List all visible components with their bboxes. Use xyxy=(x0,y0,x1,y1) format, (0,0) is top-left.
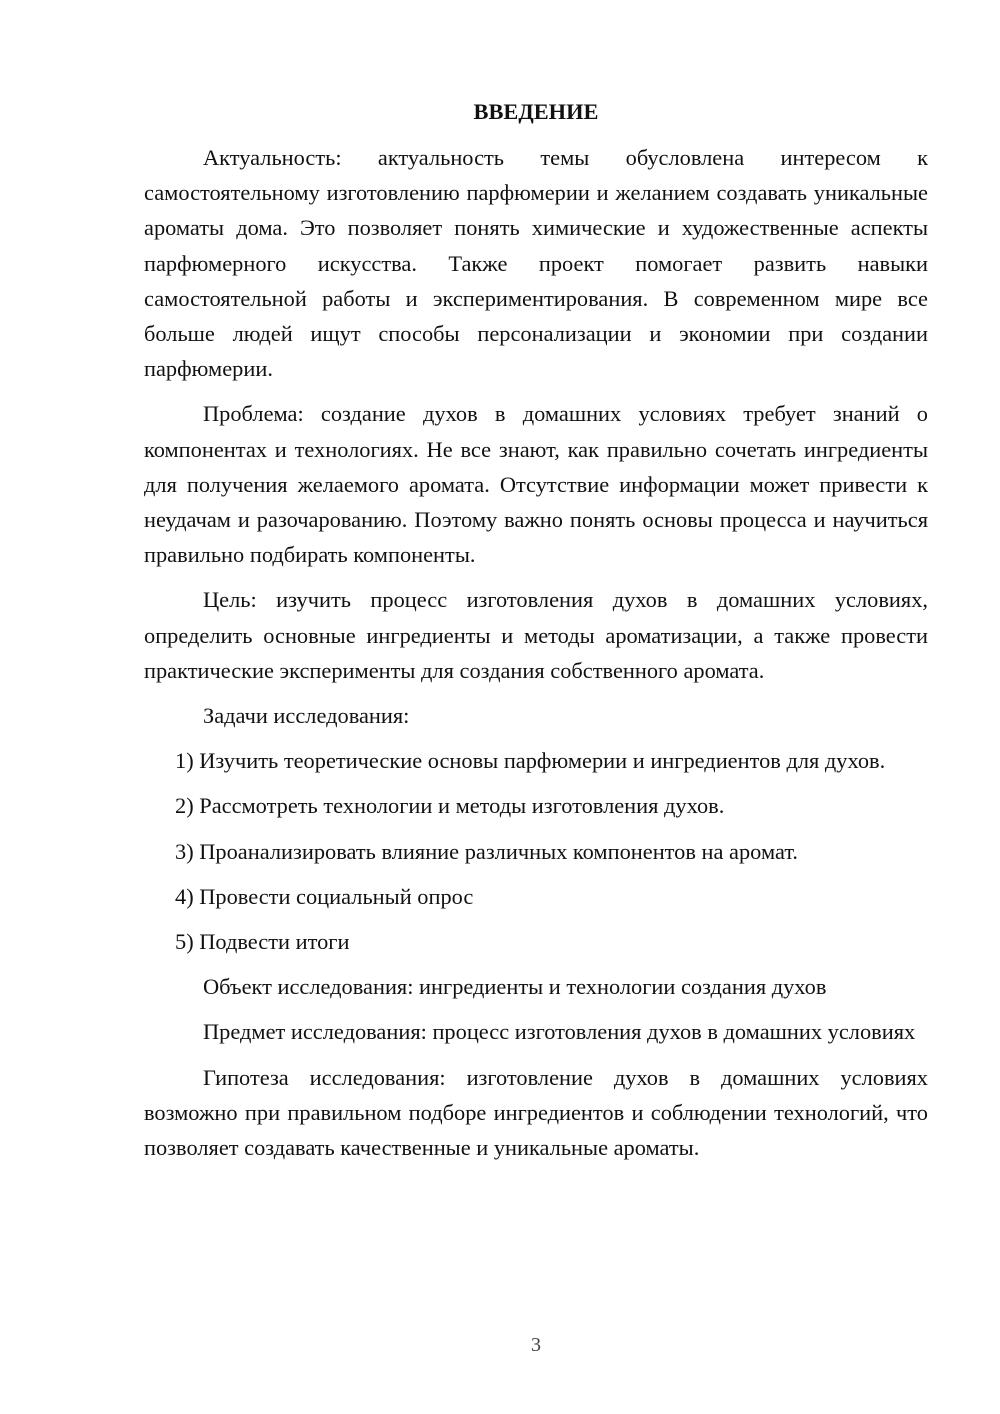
hypothesis-paragraph: Гипотеза исследования: изготовление духов в домашних условиях возможно при правильном подборе ингредиентов и соблюдении технологий, что позволяет создавать качественные и уникальные ароматы. xyxy=(144,1064,928,1161)
task-item-1: 1) Изучить теоретические основы парфюмерии и ингредиентов для духов. xyxy=(175,748,886,774)
page-number: 3 xyxy=(531,1334,541,1356)
subject-paragraph: Предмет исследования: процесс изготовления духов в домашних условиях xyxy=(203,1019,916,1045)
object-paragraph: Объект исследования: ингредиенты и технологии создания духов xyxy=(203,974,827,1000)
task-item-4: 4) Провести социальный опрос xyxy=(175,883,474,909)
goal-paragraph: Цель: изучить процесс изготовления духов в домашних условиях, определить основные ингредиенты и методы ароматизации, а также провести практические эксперименты для создания собственного аромата. xyxy=(144,587,928,683)
task-item-2: 2) Рассмотреть технологии и методы изготовления духов. xyxy=(175,793,725,819)
section-title: ВВЕДЕНИЕ xyxy=(473,99,599,124)
task-item-3: 3) Проанализировать влияние различных компонентов на аромат. xyxy=(175,838,799,864)
tasks-heading: Задачи исследования: xyxy=(203,703,410,729)
relevance-paragraph: Актуальность: актуальность темы обусловлена интересом к самостоятельному изготовлению парфюмерии и желанием создавать уникальные ароматы дома. Это позволяет понять химические и художественные аспекты парфюмерного искусства. Также проект помогает развить навыки самостоятельной работы и экспериментирования. В современном мире все больше людей ищут способы персонализации и экономии при создании парфюмерии. xyxy=(144,145,928,382)
document-body xyxy=(144,96,928,1165)
task-item-5: 5) Подвести итоги xyxy=(175,929,350,955)
problem-paragraph: Проблема: создание духов в домашних условиях требует знаний о компонентах и технологиях. Не все знают, как правильно сочетать ингредиенты для получения желаемого аромата. Отсутствие информации может привести к неудачам и разочарованию. Поэтому важно понять основы процесса и научиться правильно подбирать компоненты. xyxy=(144,401,928,568)
